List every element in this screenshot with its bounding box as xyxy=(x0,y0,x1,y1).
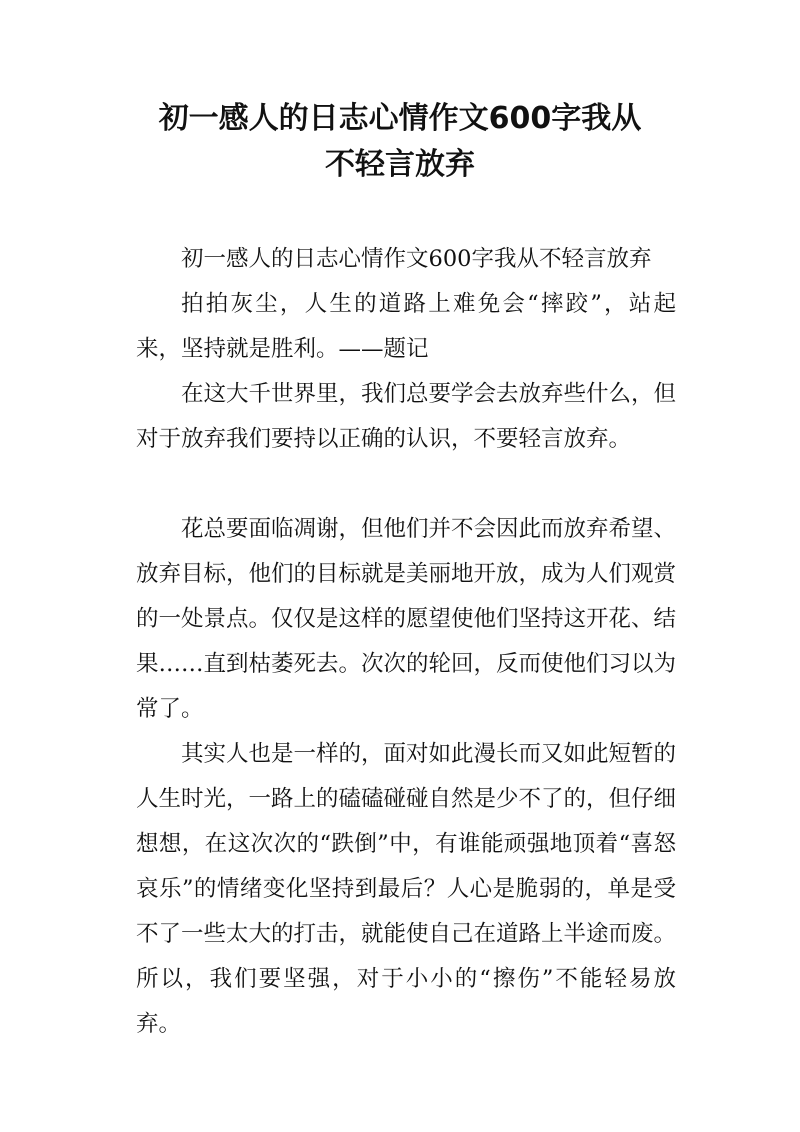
paragraph-flowers: 花总要面临凋谢，但他们并不会因此而放弃希望、放弃目标，他们的目标就是美丽地开放，成为人们观赏的一处景点。仅仅是这样的愿望使他们坚持这开花、结果……直到枯萎死去。次次的轮回，反而使他们习以为常了。 xyxy=(136,516,677,722)
article-body xyxy=(136,237,676,1047)
title-line-1: 初一感人的日志心情作文600字我从 xyxy=(158,101,642,136)
paragraph-intro: 在这大千世界里，我们总要学会去放弃些什么，但对于放弃我们要持以正确的认识，不要轻言放弃。 xyxy=(136,381,677,452)
page-title xyxy=(100,96,700,188)
paragraph-epigraph: 拍拍灰尘，人生的道路上难免会“摔跤”，站起来，坚持就是胜利。——题记 xyxy=(136,291,676,362)
paragraph-heading: 初一感人的日志心情作文600字我从不轻言放弃 xyxy=(181,246,652,272)
title-line-2: 不轻言放弃 xyxy=(325,147,475,182)
paragraph-people: 其实人也是一样的，面对如此漫长而又如此短暂的人生时光，一路上的磕磕碰碰自然是少不了的，但仔细想想，在这次次的“跌倒”中，有谁能顽强地顶着“喜怒哀乐”的情绪变化坚持到最后？人心是脆弱的，单是受不了一些太大的打击，就能使自己在道路上半途而废。所以，我们要坚强，对于小小的“擦伤”不能轻易放弃。 xyxy=(136,741,677,1037)
